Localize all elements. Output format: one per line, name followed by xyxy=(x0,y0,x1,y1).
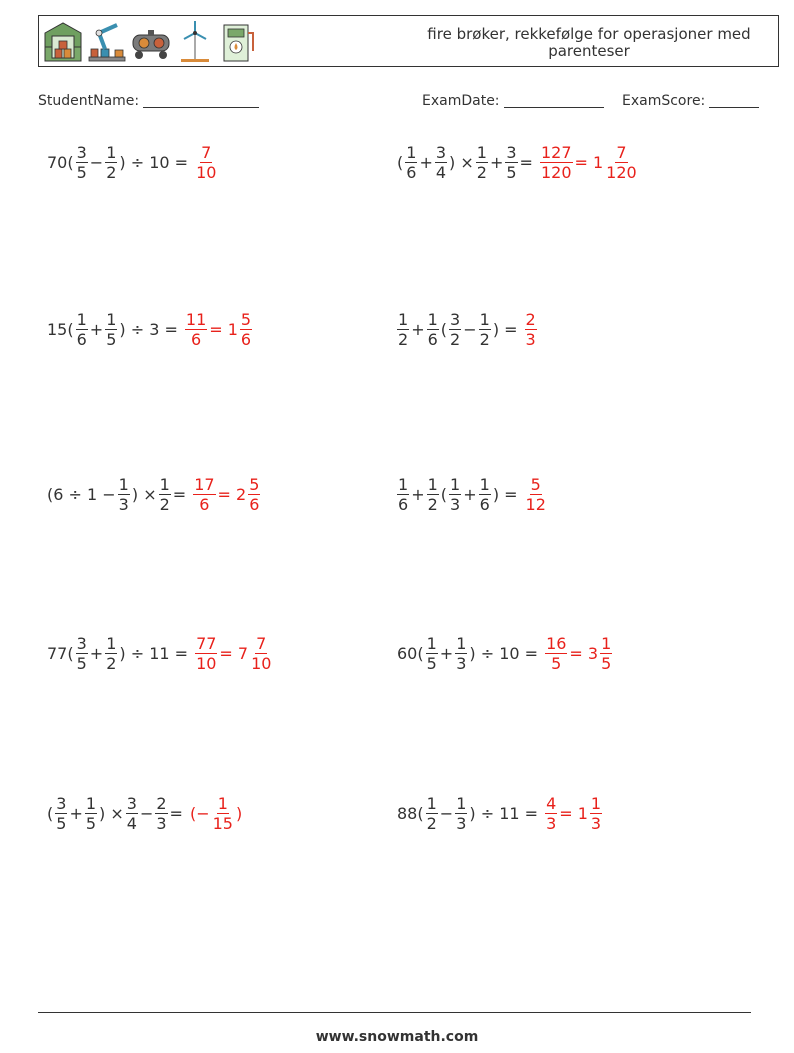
wind-turbine-icon xyxy=(175,19,215,63)
student-name-field[interactable] xyxy=(38,93,259,109)
denominator: 3 xyxy=(456,654,467,673)
fraction xyxy=(76,634,88,673)
denominator: 120 xyxy=(606,163,637,182)
numerator: 1 xyxy=(217,794,228,813)
header-icons xyxy=(43,19,259,63)
exam-date-label: ExamDate: xyxy=(422,93,500,109)
numerator: 1 xyxy=(159,475,170,494)
fraction xyxy=(479,310,491,349)
answer-text: ) xyxy=(235,804,243,823)
denominator: 2 xyxy=(427,495,438,514)
problem-6 xyxy=(396,475,548,514)
expression-text: + xyxy=(463,485,477,504)
expression-text: ( xyxy=(440,485,448,504)
numerator: 7 xyxy=(201,143,212,162)
student-name-blank[interactable] xyxy=(143,93,259,108)
denominator: 5 xyxy=(426,654,437,673)
expression-text: + xyxy=(419,153,433,172)
fraction xyxy=(479,475,491,514)
fraction xyxy=(449,475,461,514)
numerator: 1 xyxy=(85,794,97,813)
answer-fraction xyxy=(525,475,547,514)
denominator: 6 xyxy=(240,330,252,349)
answer xyxy=(194,143,218,182)
numerator: 1 xyxy=(406,143,417,162)
numerator: 127 xyxy=(540,143,572,162)
answer-text: (− xyxy=(189,804,210,823)
fraction xyxy=(105,634,117,673)
fraction xyxy=(105,310,117,349)
expression-text: − xyxy=(439,804,454,823)
worksheet-header xyxy=(38,15,779,67)
problem-9 xyxy=(46,794,243,833)
exam-date-field[interactable] xyxy=(422,93,604,109)
fraction xyxy=(435,143,447,182)
expression-text: + xyxy=(89,320,104,339)
answer-text: = 1 xyxy=(574,153,604,172)
numerator: 1 xyxy=(479,310,490,329)
problem-3 xyxy=(46,310,253,349)
expression-text: 15( xyxy=(47,320,74,339)
answer-fraction xyxy=(195,143,217,182)
fuel-station-icon xyxy=(219,19,259,63)
answer-fraction xyxy=(195,634,217,673)
answer xyxy=(189,794,243,833)
denominator: 5 xyxy=(551,654,562,673)
answer xyxy=(544,794,603,833)
numerator: 77 xyxy=(196,634,217,653)
fraction xyxy=(476,143,488,182)
problem-1 xyxy=(46,143,218,182)
worksheet-title: fire brøker, rekkefølge for operasjoner med parenteser xyxy=(427,25,751,60)
answer-fraction xyxy=(590,794,602,833)
denominator: 2 xyxy=(398,330,409,349)
fraction xyxy=(76,310,88,349)
tanker-train-icon xyxy=(131,19,171,63)
expression-text: − xyxy=(139,804,154,823)
denominator: 6 xyxy=(479,495,490,514)
numerator: 1 xyxy=(427,310,438,329)
numerator: 7 xyxy=(616,143,627,162)
expression-text: + xyxy=(489,153,504,172)
numerator: 1 xyxy=(76,310,87,329)
expression-text: ( xyxy=(397,153,404,172)
fraction xyxy=(505,143,517,182)
expression-text: − xyxy=(463,320,477,339)
fraction xyxy=(397,475,409,514)
numerator: 1 xyxy=(398,310,409,329)
warehouse-icon xyxy=(43,19,83,63)
denominator: 3 xyxy=(156,814,167,833)
fraction xyxy=(155,794,167,833)
fraction xyxy=(126,794,138,833)
answer-fraction xyxy=(240,310,252,349)
fraction xyxy=(449,310,461,349)
denominator: 6 xyxy=(249,495,260,514)
exam-score-blank[interactable] xyxy=(709,93,759,108)
numerator: 3 xyxy=(126,794,137,813)
problem-5 xyxy=(46,475,261,514)
numerator: 1 xyxy=(427,475,438,494)
problem-8 xyxy=(396,634,613,673)
answer xyxy=(544,634,613,673)
denominator: 3 xyxy=(456,814,467,833)
denominator: 15 xyxy=(212,814,233,833)
fraction xyxy=(55,794,67,833)
denominator: 3 xyxy=(546,814,557,833)
numerator: 5 xyxy=(249,475,260,494)
fraction xyxy=(427,475,439,514)
expression-text: ) ÷ 3 = xyxy=(119,320,178,339)
numerator: 5 xyxy=(530,475,541,494)
denominator: 3 xyxy=(525,330,536,349)
denominator: 4 xyxy=(435,163,447,182)
robot-arm-icon xyxy=(87,19,127,63)
denominator: 6 xyxy=(406,163,417,182)
numerator: 2 xyxy=(156,794,167,813)
answer xyxy=(524,310,538,349)
denominator: 4 xyxy=(126,814,137,833)
fraction xyxy=(455,634,467,673)
expression-text: ) × xyxy=(99,804,124,823)
answer-fraction xyxy=(212,794,234,833)
student-name-label: StudentName: xyxy=(38,93,140,109)
numerator: 1 xyxy=(106,634,117,653)
numerator: 1 xyxy=(479,475,490,494)
exam-score-label: ExamScore: xyxy=(622,93,706,109)
denominator: 2 xyxy=(106,163,117,182)
numerator: 1 xyxy=(118,475,129,494)
answer xyxy=(524,475,548,514)
numerator: 3 xyxy=(435,143,447,162)
footer-divider xyxy=(38,1012,751,1013)
answer-fraction xyxy=(545,794,557,833)
expression-text: ) × xyxy=(131,485,157,504)
denominator: 10 xyxy=(251,654,272,673)
numerator: 7 xyxy=(256,634,267,653)
denominator: 5 xyxy=(106,330,117,349)
fraction xyxy=(427,310,439,349)
denominator: 2 xyxy=(426,814,437,833)
numerator: 17 xyxy=(194,475,215,494)
numerator: 3 xyxy=(450,310,461,329)
denominator: 5 xyxy=(56,814,67,833)
denominator: 5 xyxy=(76,163,87,182)
denominator: 120 xyxy=(540,163,572,182)
numerator: 1 xyxy=(106,143,117,162)
denominator: 2 xyxy=(159,495,170,514)
numerator: 1 xyxy=(426,794,437,813)
problem-2 xyxy=(396,143,639,182)
answer xyxy=(184,310,253,349)
fraction xyxy=(455,794,467,833)
answer-fraction xyxy=(540,143,573,182)
expression-text: ( xyxy=(47,804,54,823)
expression-text: + xyxy=(411,485,425,504)
expression-text: (6 ÷ 1 − xyxy=(47,485,116,504)
numerator: 1 xyxy=(426,634,437,653)
numerator: 5 xyxy=(240,310,252,329)
answer-fraction xyxy=(600,634,612,673)
answer-fraction xyxy=(605,143,638,182)
answer-fraction xyxy=(525,310,537,349)
numerator: 1 xyxy=(450,475,461,494)
numerator: 1 xyxy=(601,634,612,653)
fraction xyxy=(76,143,88,182)
fraction xyxy=(405,143,417,182)
denominator: 6 xyxy=(76,330,87,349)
answer xyxy=(194,634,273,673)
exam-score-field[interactable] xyxy=(622,93,759,109)
denominator: 10 xyxy=(196,654,217,673)
expression-text: ) ÷ 10 = xyxy=(469,644,539,663)
answer-fraction xyxy=(193,475,215,514)
numerator: 3 xyxy=(76,143,87,162)
expression-text: + xyxy=(89,644,104,663)
denominator: 6 xyxy=(398,495,409,514)
expression-text: ) × xyxy=(449,153,474,172)
denominator: 3 xyxy=(450,495,461,514)
denominator: 6 xyxy=(427,330,438,349)
numerator: 1 xyxy=(106,310,117,329)
fraction xyxy=(426,634,438,673)
answer-fraction xyxy=(185,310,207,349)
expression-text: 60( xyxy=(397,644,424,663)
expression-text: + xyxy=(411,320,425,339)
expression-text: ) = xyxy=(492,485,518,504)
answer-text: = 7 xyxy=(219,644,249,663)
fraction xyxy=(159,475,171,514)
expression-text: ) ÷ 11 = xyxy=(469,804,539,823)
numerator: 1 xyxy=(456,634,467,653)
answer xyxy=(192,475,261,514)
answer-fraction xyxy=(248,475,260,514)
numerator: 1 xyxy=(590,794,602,813)
expression-text: = xyxy=(172,485,187,504)
numerator: 1 xyxy=(456,794,467,813)
expression-text: ) ÷ 11 = xyxy=(119,644,189,663)
fraction xyxy=(118,475,130,514)
denominator: 2 xyxy=(476,163,487,182)
answer-text: = 2 xyxy=(217,485,247,504)
denominator: 10 xyxy=(196,163,217,182)
expression-text: + xyxy=(439,644,454,663)
numerator: 4 xyxy=(546,794,557,813)
denominator: 3 xyxy=(118,495,129,514)
expression-text: 88( xyxy=(397,804,424,823)
denominator: 5 xyxy=(85,814,97,833)
numerator: 1 xyxy=(398,475,409,494)
footer-url[interactable]: www.snowmath.com xyxy=(315,1029,479,1045)
expression-text: − xyxy=(89,153,104,172)
problem-4 xyxy=(396,310,538,349)
denominator: 5 xyxy=(601,654,612,673)
denominator: 2 xyxy=(450,330,461,349)
fraction xyxy=(426,794,438,833)
denominator: 12 xyxy=(525,495,546,514)
expression-text: ) = xyxy=(492,320,518,339)
numerator: 3 xyxy=(56,794,67,813)
denominator: 6 xyxy=(190,330,202,349)
denominator: 2 xyxy=(106,654,117,673)
problem-7 xyxy=(46,634,273,673)
numerator: 11 xyxy=(185,310,207,329)
denominator: 5 xyxy=(506,163,517,182)
problem-10 xyxy=(396,794,603,833)
denominator: 6 xyxy=(199,495,210,514)
answer-text: = 1 xyxy=(209,320,238,339)
denominator: 5 xyxy=(76,654,87,673)
numerator: 3 xyxy=(76,634,87,653)
expression-text: + xyxy=(69,804,83,823)
expression-text: = xyxy=(519,153,533,172)
expression-text: 77( xyxy=(47,644,74,663)
numerator: 3 xyxy=(506,143,517,162)
answer-text: = 3 xyxy=(569,644,599,663)
fraction xyxy=(85,794,97,833)
denominator: 2 xyxy=(479,330,490,349)
answer-fraction xyxy=(545,634,567,673)
expression-text: 70( xyxy=(47,153,74,172)
answer-fraction xyxy=(250,634,272,673)
numerator: 16 xyxy=(546,634,567,653)
numerator: 1 xyxy=(476,143,487,162)
denominator: 3 xyxy=(590,814,602,833)
expression-text: ( xyxy=(440,320,448,339)
answer-text: = 1 xyxy=(559,804,588,823)
expression-text: ) ÷ 10 = xyxy=(119,153,189,172)
exam-date-blank[interactable] xyxy=(504,93,604,108)
expression-text: = xyxy=(169,804,183,823)
fraction xyxy=(105,143,117,182)
fraction xyxy=(397,310,409,349)
answer xyxy=(539,143,639,182)
numerator: 2 xyxy=(525,310,536,329)
